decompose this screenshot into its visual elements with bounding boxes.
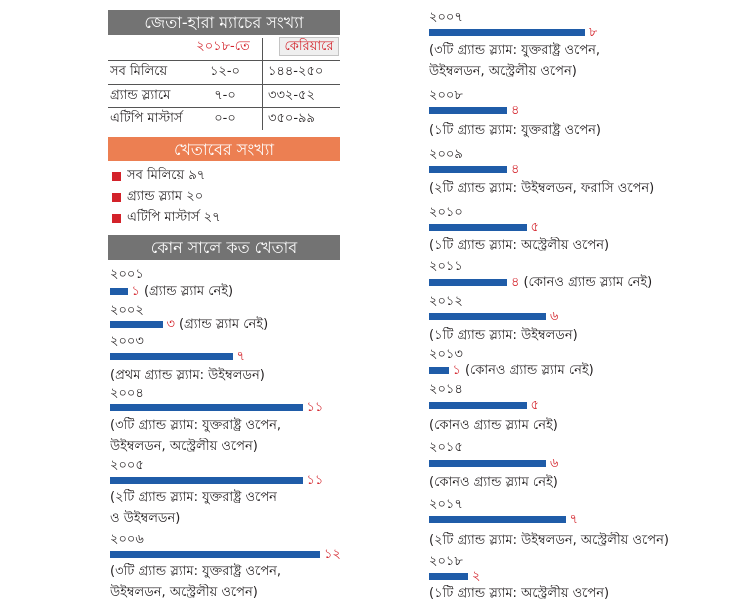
bar-note: উইম্বলডন, অস্ট্রেলীয় ওপেন) — [110, 585, 258, 600]
bar-annotation — [589, 24, 597, 41]
bar-annotation — [324, 546, 341, 563]
bar-note: উইম্বলডন, অস্ট্রেলীয় ওপেন) — [429, 64, 577, 79]
bar-value-label: ১ — [131, 284, 140, 299]
bar-annotation — [307, 399, 324, 416]
bar-note: (কোনও গ্র্যান্ড স্ল্যাম নেই) — [429, 418, 558, 433]
bar-annotation — [132, 283, 234, 300]
bar-year-label: ২০০৩ — [110, 334, 144, 349]
bar-year-label: ২০০৬ — [110, 532, 144, 547]
table-row-label: সব মিলিয়ে — [110, 64, 168, 79]
bar-note: ও উইম্বলডন) — [110, 511, 181, 526]
bar-note: (গ্র্যান্ড স্ল্যাম নেই) — [178, 317, 269, 332]
bar-annotation — [511, 102, 519, 119]
bar-annotation — [511, 274, 652, 291]
bar-annotation — [550, 308, 558, 325]
bar-annotation — [550, 455, 558, 472]
bar — [429, 166, 507, 173]
bar-value-label: ৩ — [166, 317, 175, 332]
bar — [429, 573, 468, 580]
column-header-career: কেরিয়ারে — [279, 37, 339, 56]
bar-value-label: ৫ — [530, 220, 539, 235]
bar-note: (২টি গ্র্যান্ড স্ল্যাম: উইম্বলডন, ফরাসি ওপেন) — [429, 181, 655, 196]
bar-year-label: ২০১১ — [429, 259, 463, 274]
bar-value-label: ১১ — [306, 473, 324, 488]
bar-value-label: ৪ — [511, 103, 520, 118]
bar — [110, 288, 128, 295]
bar-note: উইম্বলডন, অস্ট্রেলীয় ওপেন) — [110, 439, 258, 454]
bar — [110, 551, 320, 558]
bar-value-label: ৪ — [511, 162, 520, 177]
bar — [110, 353, 233, 360]
bar-value-label: ১২ — [324, 547, 341, 562]
bar-note: (৩টি গ্র্যান্ড স্ল্যাম: যুক্তরাষ্ট্র ওপেন, — [110, 564, 282, 579]
titles-count-heading: খেতাবের সংখ্যা — [108, 137, 340, 161]
bar-note: (কোনও গ্র্যান্ড স্ল্যাম নেই) — [464, 363, 594, 378]
bar-annotation — [531, 219, 539, 236]
table-row-label: এটিপি মাস্টার্স — [110, 111, 183, 126]
bar-year-label: ২০০১ — [110, 267, 144, 282]
win-loss-heading: জেতা-হারা ম্যাচের সংখ্যা — [108, 10, 340, 35]
bar — [110, 321, 163, 328]
bar — [429, 516, 566, 523]
bar-note: (৩টি গ্র্যান্ড স্ল্যাম: যুক্তরাষ্ট্র ওপেন, — [110, 418, 282, 433]
bar-note: (১টি গ্র্যান্ড স্ল্যাম: যুক্তরাষ্ট্র ওপেন) — [429, 123, 601, 138]
bar-year-label: ২০১০ — [429, 205, 463, 220]
chart-title: কোন সালে কত খেতাব — [108, 235, 340, 260]
bar-value-label: ৬ — [550, 456, 559, 471]
bar-value-label: ১ — [452, 363, 461, 378]
bar-value-label: ৭ — [236, 349, 245, 364]
bar-note: (২টি গ্র্যান্ড স্ল্যাম: যুক্তরাষ্ট্র ওপেন — [110, 490, 277, 505]
bar-year-label: ২০০৭ — [429, 10, 463, 25]
table-cell-career: ১৪৪-২৫০ — [268, 64, 324, 79]
bar — [429, 224, 527, 231]
bar-annotation — [167, 316, 269, 333]
table-cell-2018: ৭-০ — [214, 88, 236, 103]
bar-value-label: ২ — [472, 569, 481, 584]
bar — [429, 402, 527, 409]
column-header-2018: ২০১৮-তে — [196, 39, 250, 54]
bar-note: (কোনও গ্র্যান্ড স্ল্যাম নেই) — [429, 475, 558, 490]
bar-year-label: ২০০৫ — [110, 458, 144, 473]
bar-annotation — [570, 511, 578, 528]
bar — [110, 404, 303, 411]
bar-value-label: ৬ — [550, 309, 559, 324]
bar-year-label: ২০১৩ — [429, 347, 463, 362]
table-row-label: গ্র্যান্ড স্ল্যামে — [110, 88, 171, 103]
titles-count-item: গ্র্যান্ড স্ল্যাম ২০ — [127, 189, 204, 204]
bar-value-label: ১১ — [306, 400, 324, 415]
bar-note: (গ্র্যান্ড স্ল্যাম নেই) — [143, 284, 234, 299]
bar-note: (১টি গ্র্যান্ড স্ল্যাম: উইম্বলডন) — [429, 328, 578, 343]
bar — [429, 460, 546, 467]
bar-note: (২টি গ্র্যান্ড স্ল্যাম: উইম্বলডন, অস্ট্রেলীয় ওপেন) — [429, 533, 669, 548]
bar — [429, 367, 449, 374]
table-cell-2018: ১২-০ — [209, 64, 241, 79]
bar-year-label: ২০১৫ — [429, 440, 463, 455]
bar-year-label: ২০০২ — [110, 303, 144, 318]
bar-note: (১টি গ্র্যান্ড স্ল্যাম: অস্ট্রেলীয় ওপেন) — [429, 586, 610, 601]
bar — [110, 477, 303, 484]
bar-note: (১টি গ্র্যান্ড স্ল্যাম: অস্ট্রেলীয় ওপেন) — [429, 238, 610, 253]
table-cell-career: ৩৫০-৯৯ — [268, 111, 315, 126]
bar-annotation — [307, 472, 324, 489]
bar-year-label: ২০১৪ — [429, 382, 463, 397]
bar-year-label: ২০১৭ — [429, 497, 463, 512]
bar-annotation — [453, 362, 594, 379]
titles-count-item: সব মিলিয়ে ৯৭ — [127, 168, 206, 183]
bar-year-label: ২০০৪ — [110, 386, 144, 401]
bar-value-label: ৮ — [589, 25, 598, 40]
bar — [429, 279, 507, 286]
bar-year-label: ২০০৮ — [429, 88, 463, 103]
bar-annotation — [531, 397, 539, 414]
bar-annotation — [511, 161, 519, 178]
bar-note: (প্রথম গ্র্যান্ড স্ল্যাম: উইম্বলডন) — [110, 368, 265, 383]
bar-note: (৩টি গ্র্যান্ড স্ল্যাম: যুক্তরাষ্ট্র ওপেন, — [429, 43, 601, 58]
bar-year-label: ২০০৯ — [429, 147, 463, 162]
bar-value-label: ৫ — [530, 398, 539, 413]
titles-count-item: এটিপি মাস্টার্স ২৭ — [127, 210, 221, 225]
bar-note: (কোনও গ্র্যান্ড স্ল্যাম নেই) — [523, 275, 653, 290]
table-cell-career: ৩৩২-৫২ — [268, 88, 315, 103]
bar-annotation — [472, 568, 480, 585]
bar-year-label: ২০১২ — [429, 294, 463, 309]
bar — [429, 313, 546, 320]
bar-year-label: ২০১৮ — [429, 554, 463, 569]
bar-value-label: ৭ — [569, 512, 578, 527]
table-cell-2018: ০-০ — [214, 111, 236, 126]
bar — [429, 29, 585, 36]
bar — [429, 107, 507, 114]
bar-value-label: ৪ — [511, 275, 520, 290]
bar-annotation — [237, 348, 245, 365]
